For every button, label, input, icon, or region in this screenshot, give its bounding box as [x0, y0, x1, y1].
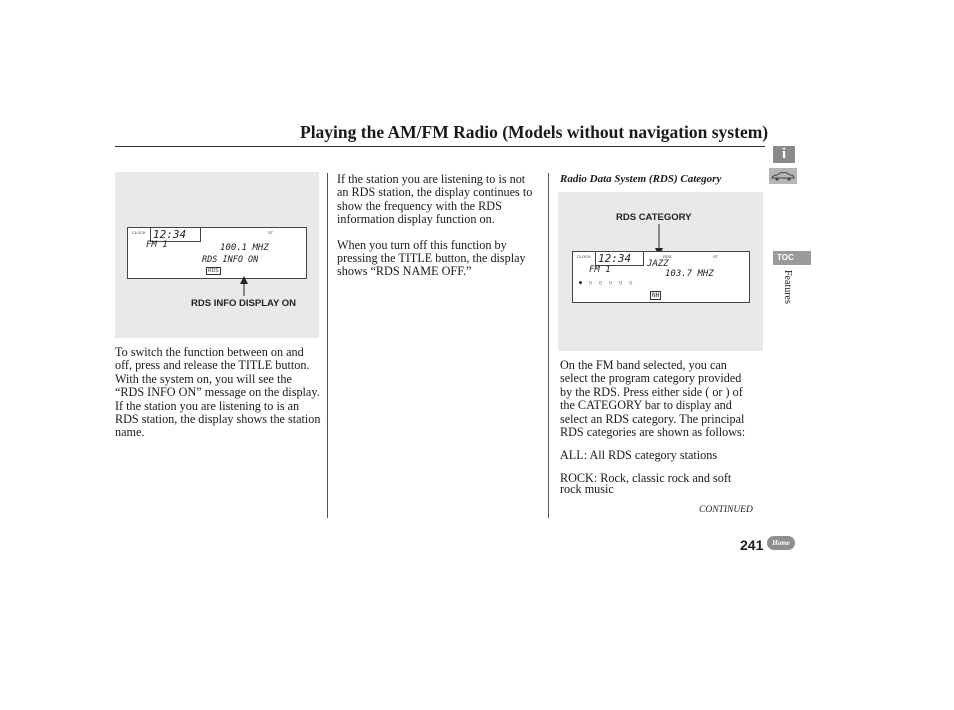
lcd-frequency: 100.1 MHZ	[220, 243, 269, 253]
right-figure-panel	[558, 192, 763, 351]
right-paragraph-3: ROCK: Rock, classic rock and soft rock music	[560, 470, 732, 496]
lcd-band: FM 1	[146, 240, 168, 250]
rds-category-heading: Radio Data System (RDS) Category	[560, 173, 722, 185]
category-display	[572, 251, 750, 303]
lcd-clock: 12:34	[150, 227, 201, 242]
left-column-text	[115, 346, 322, 440]
home-button[interactable]: Home	[767, 536, 795, 550]
continued-label: CONTINUED	[699, 505, 753, 515]
rds-info-callout: RDS INFO DISPLAY ON	[191, 298, 297, 309]
toc-button[interactable]: TOC	[773, 251, 811, 265]
middle-column-text	[337, 173, 537, 279]
clock-tag: CLOCK	[132, 230, 146, 235]
middle-paragraph-2: When you turn off this function by pressing the TITLE button, the display shows “RDS NAME OFF.”	[337, 237, 526, 279]
info-icon[interactable]: i	[773, 146, 795, 163]
rds-category-callout: RDS CATEGORY	[616, 212, 692, 223]
rds-badge: RDS	[208, 268, 219, 274]
nh-badge: NH	[652, 292, 660, 299]
left-figure-panel	[115, 172, 319, 338]
left-paragraph: To switch the function between on and off, press and release the TITLE button. With the system on, you will see the “RDS INFO ON” message on the display. If the station you are listening to is an RDS station, the display shows the station name.	[115, 345, 321, 440]
right-paragraph-2: ALL: All RDS category stations	[560, 448, 718, 463]
car-icon[interactable]	[769, 168, 797, 184]
lcd-message: RDS INFO ON	[202, 255, 259, 265]
title-rule	[115, 146, 765, 147]
preset-indicators: ● ○ ○ ○ ○ ○	[579, 280, 635, 286]
column-divider-2	[548, 173, 549, 518]
callout-pointer	[115, 172, 319, 338]
lcd-band-right: FM 1	[589, 265, 611, 275]
lcd-clock-right: 12:34	[595, 251, 644, 266]
lcd-frequency-right: 103.7 MHZ	[665, 269, 714, 279]
page-number: 241	[740, 537, 764, 553]
car-glyph-icon	[771, 171, 795, 181]
right-column-text	[560, 359, 755, 495]
column-divider-1	[327, 173, 328, 518]
lcd-category: JAZZ	[647, 259, 669, 269]
section-label: Features	[782, 270, 793, 304]
rds-tag: RDS	[663, 254, 672, 259]
middle-paragraph-1: If the station you are listening to is not an RDS station, the display continues to show the frequency with the RDS information display function on.	[337, 172, 533, 227]
right-paragraph-1: On the FM band selected, you can select the program category provided by the RDS. Press either side ( or ) of the CATEGORY bar to display and select an RDS category. The principal RDS categories are shown as follows:	[560, 358, 746, 440]
stereo-tag-right: ST	[713, 254, 719, 259]
stereo-tag: ST	[268, 230, 274, 235]
clock-tag-right: CLOCK	[577, 254, 591, 259]
page-title: Playing the AM/FM Radio (Models without navigation system)	[300, 122, 769, 142]
